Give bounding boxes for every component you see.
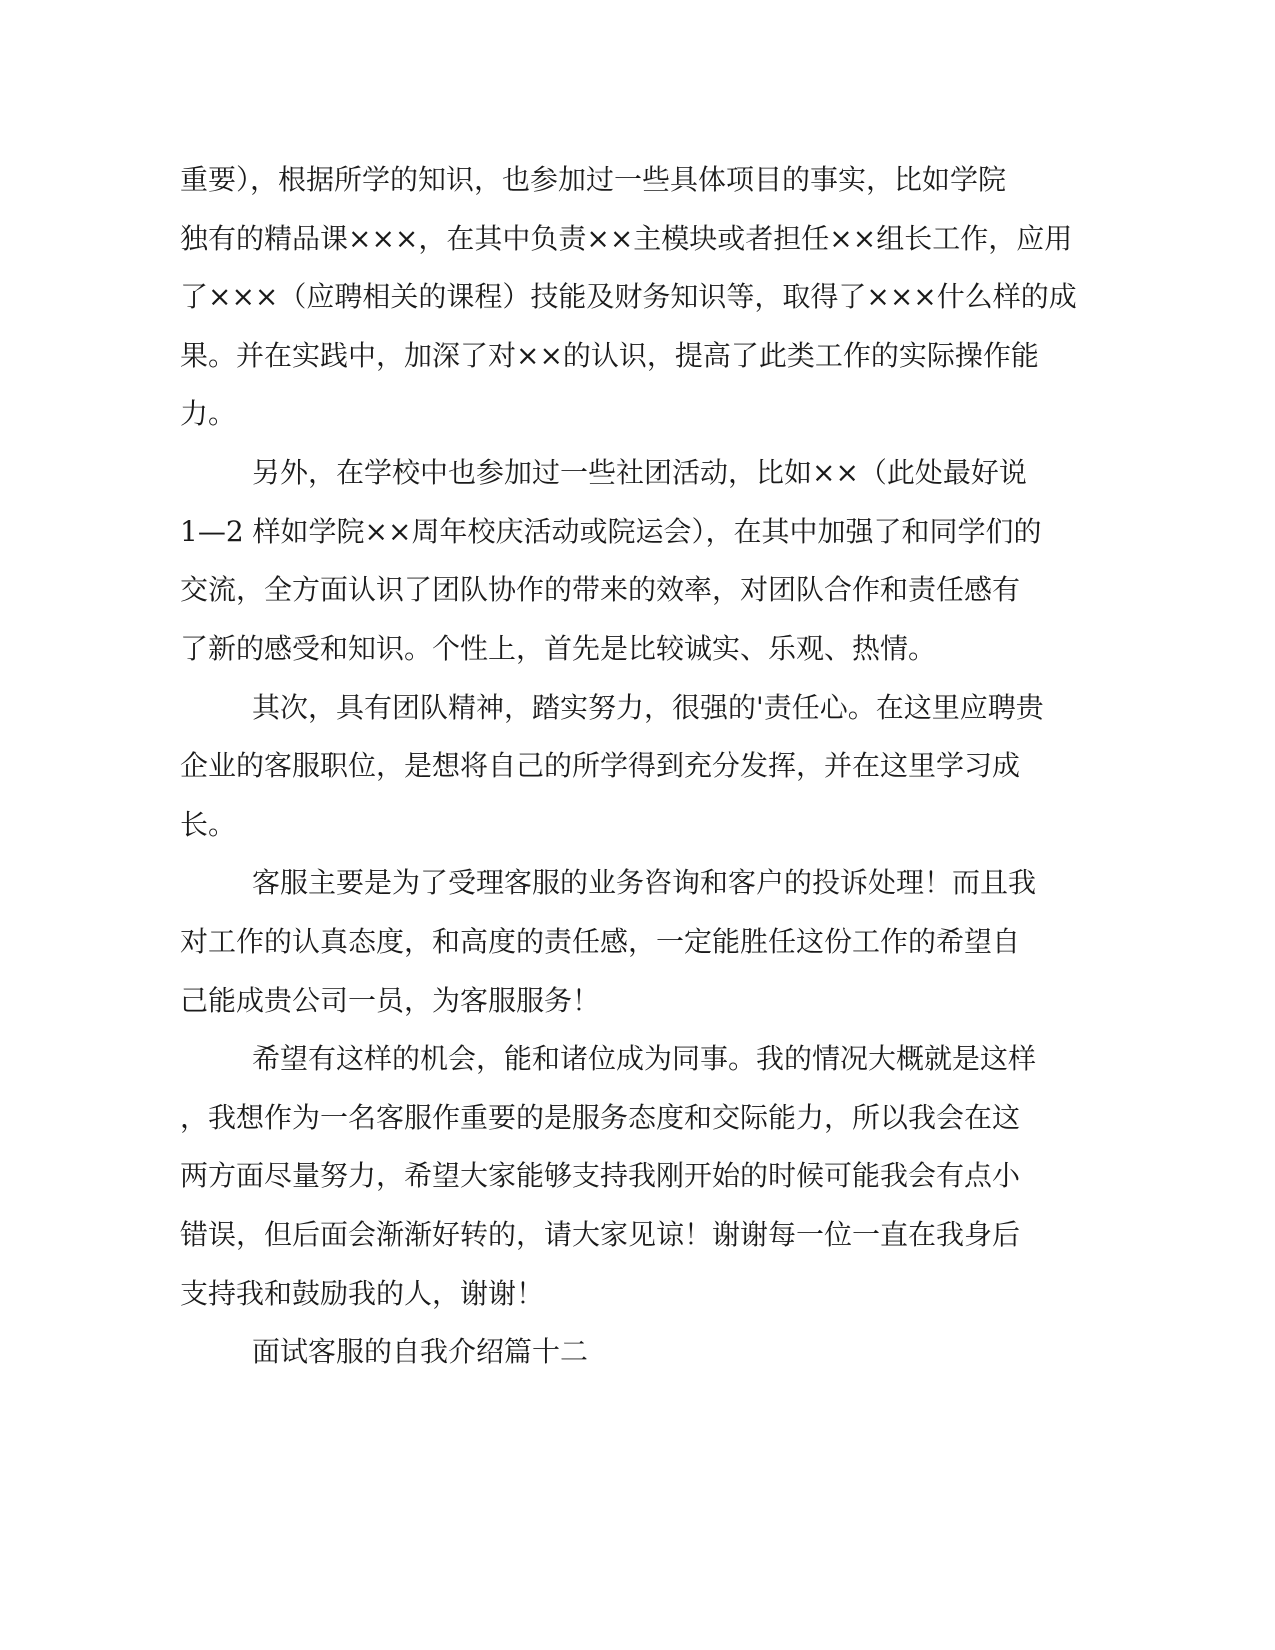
paragraph-first-line: 客服主要是为了受理客服的业务咨询和客户的投诉处理！而且我 (252, 866, 1037, 899)
text-line: 了新的感受和知识。个性上，首先是比较诚实、乐观、热情。 (180, 632, 937, 665)
text-line: ，我想作为一名客服作重要的是服务态度和交际能力，所以我会在这 (180, 1101, 1021, 1134)
text-line: 支持我和鼓励我的人，谢谢！ (180, 1277, 545, 1310)
text-line: 重要），根据所学的知识，也参加过一些具体项目的事实，比如学院 (180, 163, 1007, 196)
text-line: 交流，全方面认识了团队协作的带来的效率，对团队合作和责任感有 (180, 573, 1021, 606)
paragraph-first-line: 其次，具有团队精神，踏实努力，很强的'责任心。在这里应聘贵 (252, 691, 1044, 724)
section-heading: 面试客服的自我介绍篇十二 (252, 1335, 589, 1368)
text-line: 果。并在实践中，加深了对××的认识，提高了此类工作的实际操作能 (180, 339, 1039, 372)
text-line: 错误，但后面会渐渐好转的，请大家见谅！谢谢每一位一直在我身后 (180, 1218, 1021, 1251)
paragraph-first-line: 另外，在学校中也参加过一些社团活动，比如××（此处最好说 (252, 456, 1027, 489)
text-line: 长。 (180, 808, 237, 841)
text-line: 己能成贵公司一员，为客服服务！ (180, 984, 601, 1017)
text-line: 力。 (180, 397, 237, 430)
text-line: 1—2 样如学院××周年校庆活动或院运会），在其中加强了和同学们的 (180, 515, 1042, 548)
paragraph-first-line: 希望有这样的机会，能和诸位成为同事。我的情况大概就是这样 (252, 1042, 1037, 1075)
text-line: 两方面尽量努力，希望大家能够支持我刚开始的时候可能我会有点小 (180, 1159, 1021, 1192)
text-line: 了×××（应聘相关的课程）技能及财务知识等，取得了×××什么样的成 (180, 280, 1077, 313)
text-line: 独有的精品课×××，在其中负责××主模块或者担任××组长工作，应用 (180, 222, 1073, 255)
text-line: 企业的客服职位，是想将自己的所学得到充分发挥，并在这里学习成 (180, 749, 1021, 782)
text-line: 对工作的认真态度，和高度的责任感，一定能胜任这份工作的希望自 (180, 925, 1021, 958)
